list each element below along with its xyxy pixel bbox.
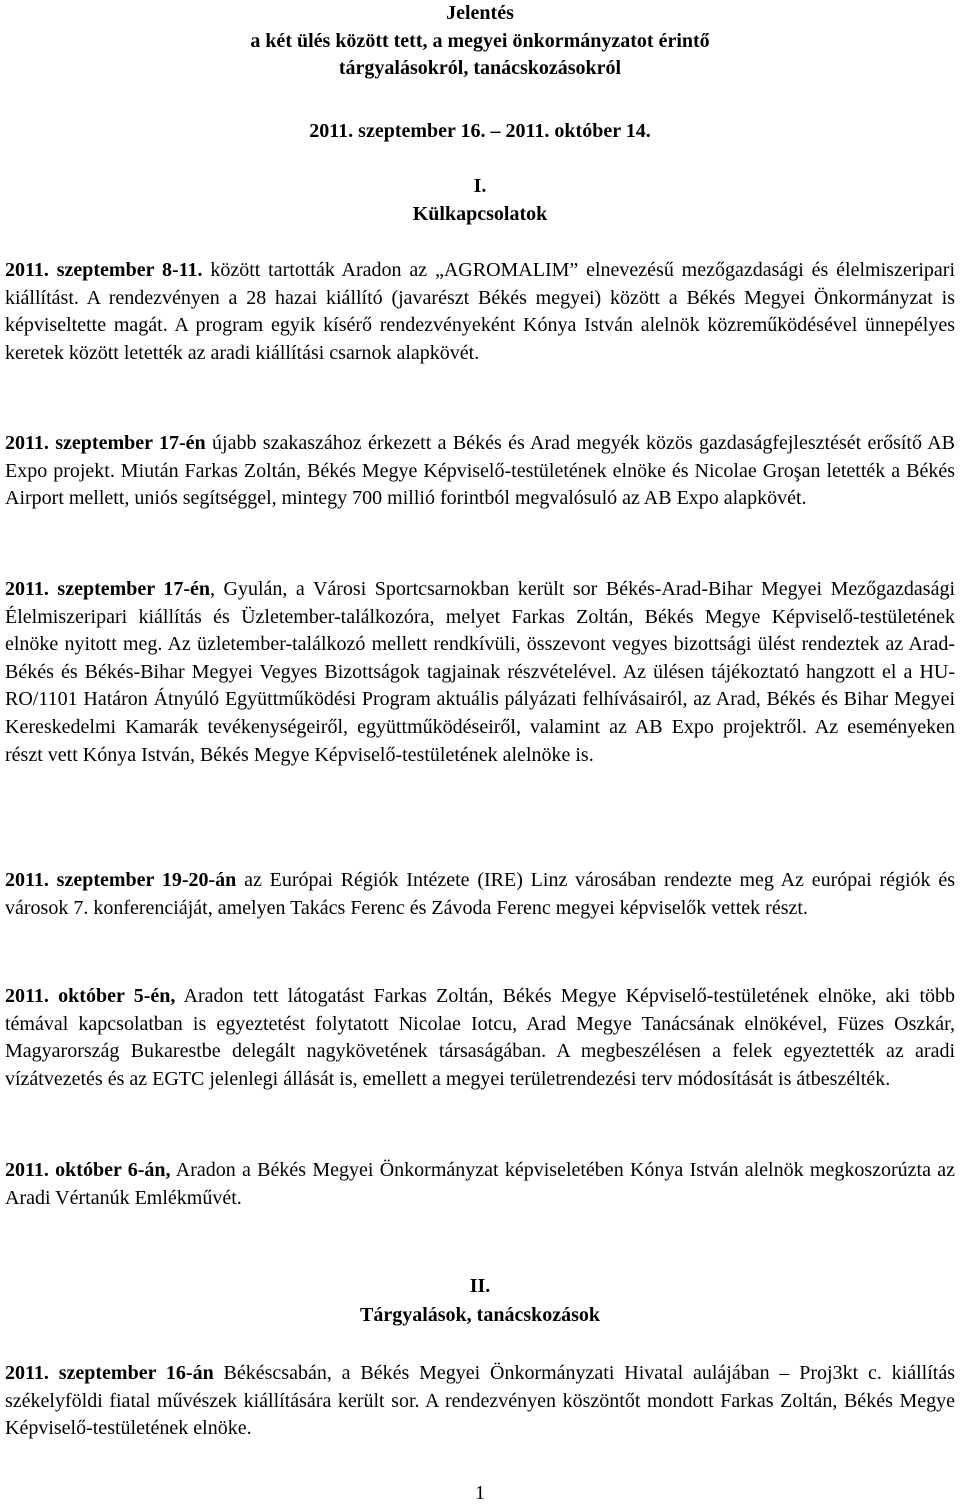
- paragraph: [5, 576, 955, 769]
- paragraph-text: Aradon a Békés Megyei Önkormányzat képviseletében Kónya István alelnök megkoszorúzta az Aradi Vértanúk Emlékművét.: [5, 1159, 956, 1209]
- paragraph: [5, 1157, 955, 1212]
- section-2-number: II.: [469, 1275, 491, 1297]
- paragraph-text: , Gyulán, a Városi Sportcsarnokban került sor Békés-Arad-Bihar Megyei Mezőgazdasági Élelmiszeripari kiállítás és Üzletember-találkozóra, melyet Farkas Zoltán, Békés Megye Képviselő-testületének elnöke nyitott meg. Az üzletember-találkozó mellett rendkívüli, összevont vegyes bizottsági ülést rendeztek az Arad-Békés és Békés-Bihar Megyei Vegyes Bizottságok tagjainak részvételével. Az ülésen tájékoztató hangzott el a HU-RO/1101 Határon Átnyúló Együttműködési Program aktuális pályázati felhívásairól, az Arad, Békés és Bihar Megyei Kereskedelmi Kamarák tevékenységeiről, együttműködéseiről, valamint az AB Expo projektről. Az eseményeken részt vett Kónya István, Békés Megye Képviselő-testületének alelnöke is.: [5, 578, 955, 766]
- report-subtitle-line-1: a két ülés között tett, a megyei önkormányzatot érintő: [250, 29, 710, 52]
- paragraph: [5, 983, 955, 1093]
- paragraph-lead-date: 2011. szeptember 19-20-án: [5, 869, 237, 891]
- paragraph-lead-date: 2011. október 6-án,: [5, 1159, 171, 1181]
- paragraph: [5, 1360, 955, 1443]
- report-header: [0, 0, 960, 83]
- paragraph-lead-date: 2011. szeptember 17-én: [5, 578, 210, 600]
- paragraph-text: Békéscsabán, a Békés Megyei Önkormányzati Hivatal aulájában – Proj3kt c. kiállítás székelyföldi fiatal művészek kiállítására került sor. A rendezvényen köszöntőt mondott Farkas Zoltán, Békés Megye Képviselő-testületének elnöke.: [5, 1362, 955, 1440]
- paragraph-lead-date: 2011. október 5-én,: [5, 985, 176, 1007]
- page-number: 1: [475, 1482, 485, 1504]
- report-subtitle-line-2: tárgyalásokról, tanácskozásokról: [338, 57, 622, 80]
- section-2-title: Tárgyalások, tanácskozások: [359, 1304, 601, 1326]
- paragraph: [5, 257, 955, 367]
- paragraph-text: Aradon tett látogatást Farkas Zoltán, Békés Megye Képviselő-testületének elnöke, aki több témával kapcsolatban is egyeztetést folytatott Nicolae Iotcu, Arad Megye Tanácsának elnökével, Füzes Oszkár, Magyarország Bukarestbe delegált nagykövetének társaságában. A megbeszélésen a felek egyeztették az aradi vízátvezetés és az EGTC jelenlegi állását is, emellett a megyei területrendezési terv módosítását is átbeszélték.: [5, 985, 955, 1090]
- paragraph-lead-date: 2011. szeptember 17-én: [5, 432, 206, 454]
- paragraph-text: az Európai Régiók Intézete (IRE) Linz városában rendezte meg Az európai régiók és városok 7. konferenciáját, amelyen Takács Ferenc és Závoda Ferenc megyei képviselők vettek részt.: [5, 869, 956, 919]
- report-title: Jelentés: [446, 2, 514, 24]
- section-1-number: I.: [473, 175, 487, 197]
- paragraph: [5, 430, 955, 513]
- paragraph-text: újabb szakaszához érkezett a Békés és Arad megyék közös gazdaságfejlesztését erősítő AB Expo projekt. Miután Farkas Zoltán, Békés Megye Képviselő-testületének elnöke és Nicolae Groşan letették a Békés Airport mellett, uniós segítséggel, mintegy 700 millió forintból megvalósuló az AB Expo alapkövét.: [5, 432, 956, 510]
- paragraph-lead-date: 2011. szeptember 16-án: [5, 1362, 214, 1384]
- paragraph-text: között tartották Aradon az „AGROMALIM” elnevezésű mezőgazdasági és élelmiszeripari kiállítást. A rendezvényen a 28 hazai kiállító (javarészt Békés megyei) között a Békés Megyei Önkormányzat is képviseltette magát. A program egyik kísérő rendezvényeként Kónya István alelnök közreműködésével ünnepélyes keretek között letették az aradi kiállítási csarnok alapkövét.: [5, 259, 956, 364]
- section-1-title: Külkapcsolatok: [412, 203, 548, 225]
- paragraph-lead-date: 2011. szeptember 8-11.: [5, 259, 203, 281]
- report-date-range: 2011. szeptember 16. – 2011. október 14.: [309, 120, 651, 142]
- paragraph: [5, 867, 955, 922]
